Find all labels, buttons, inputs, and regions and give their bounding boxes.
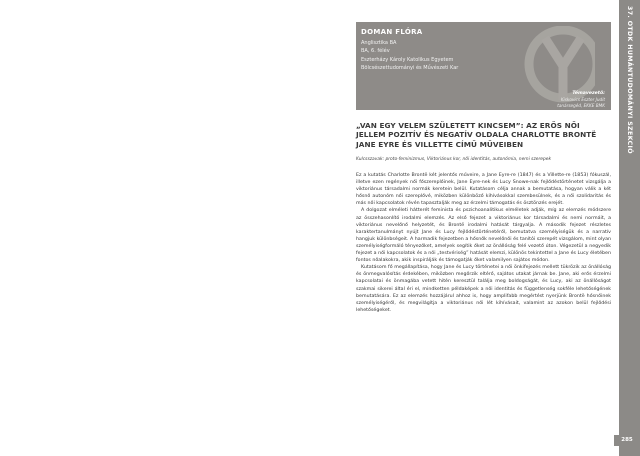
section-label: 37. OTDK HUMÁNTUDOMÁNYI SZEKCIÓ <box>626 6 633 154</box>
abstract-paragraph: A dolgozat elméleti hátterét feminista és pszichoanalitikus elméletek adják, míg az elemzés módszere az összehasonlító irodalmi elemzés. Az első fejezet a viktoriánus kor társadalmi és nemi normáit, a viktoriánus nevelőnő helyzetét, és Brontë irodalmi hatását tárgyalja. A második fejezet részletes karaktertanulmányt nyújt Jane és Lucy fejlődéstörténetéről, bemutatva személyiségük és a narratív hangjuk különbségeit. A harmadik fejezetben a hősnők nevelőnői és tanítói szerepét vizsgálom, mint olyan személyiségformáló tényezőket, amelyek segítik őket az önállóság felé vezető úton. Végezetül a negyedik fejezet a női kapcsolatok és a női „testvériség” hatását elemzi, különös tekintettel a Jane és Lucy életében fontos nőalakokra, akik inspirálják és támogatják őket valamilyen sajátos módon. <box>356 208 611 264</box>
abstract-paragraph: Ez a kutatás Charlotte Brontë két jelentős műveire, a Jane Eyre-re (1847) és a Villette-re (1853) fókuszál, illetve ezen regények női főszereplőinek, Jane Eyre-nek és Lucy Snowe-nak fejlődéstörténetet vizsgálja a viktoriánus társadalmi normák keretein belül. Kutatásom célja annak a bemutatása, hogyan válik a két hősnő autonóm női szereplővé, miközben különböző kihívásokkal szembesülnek, és a női szolidaritás és más női kapcsolatok révén tapasztalják meg az érzelmi támogatás és ösztönzés erejét. <box>356 173 611 207</box>
article-title: „VAN EGY VELEM SZÜLETETT KINCSEM”: AZ ERŐS NŐI JELLEM POZITÍV ÉS NEGATÍV OLDALA CHARLOTTE BRONTË JANE EYRE ÉS VILLETTE CÍMŰ MŰVEIBEN <box>356 121 597 149</box>
supervisor-title: tanársegéd, EKKE BMK <box>557 102 605 108</box>
keywords: Kulcsszavak: proto-feminizmus, Viktoriánus kor, női identitás, autonómia, nemi szerepek <box>356 157 552 162</box>
affiliation-line: Anglisztika BA <box>361 40 397 46</box>
supervisor-block <box>557 91 605 108</box>
abstract-body <box>356 172 611 314</box>
page-number: 285 <box>614 435 640 446</box>
supervisor-name: Kiskovics Eszter Judit <box>560 97 605 102</box>
abstract-paragraph: Kutatásom fő megállapítása, hogy Jane és Lucy történetei a női önkifejezés mellett tükrözik az önállóság és önmegvalósítás érdekében, miközben megőrzik eltérő, sajátos utakat járnak be. Jane, aki erős érzelmi kapcsolatai és önmagába vetett hitén keresztül találja meg boldogságát, és Lucy, aki az önállóságot szakmai sikerei által éri el, mindketten példaképek a női identitás és függetlenség sokféle lehetőségének bemutatására. Ez az elemzés hozzájárul ahhoz is, hogy amplifabb megértést nyerjünk Brontë hősnőinek személyiségéről, és megvilágítja a viktoriánus női lét kihívásait, valamint az azokon belül fejlődési lehetőségeket. <box>356 265 611 313</box>
author-name: DOMAN FLÓRA <box>361 28 423 36</box>
author-affiliation <box>361 39 458 72</box>
supervisor-label: Témavezető: <box>572 91 605 96</box>
author-header <box>356 22 611 110</box>
affiliation-line: Bölcsészettudományi és Művészeti Kar <box>361 64 459 71</box>
affiliation-line: Eszterházy Károly Katolikus Egyetem <box>361 56 454 63</box>
affiliation-line: BA, 6. félév <box>361 48 390 55</box>
